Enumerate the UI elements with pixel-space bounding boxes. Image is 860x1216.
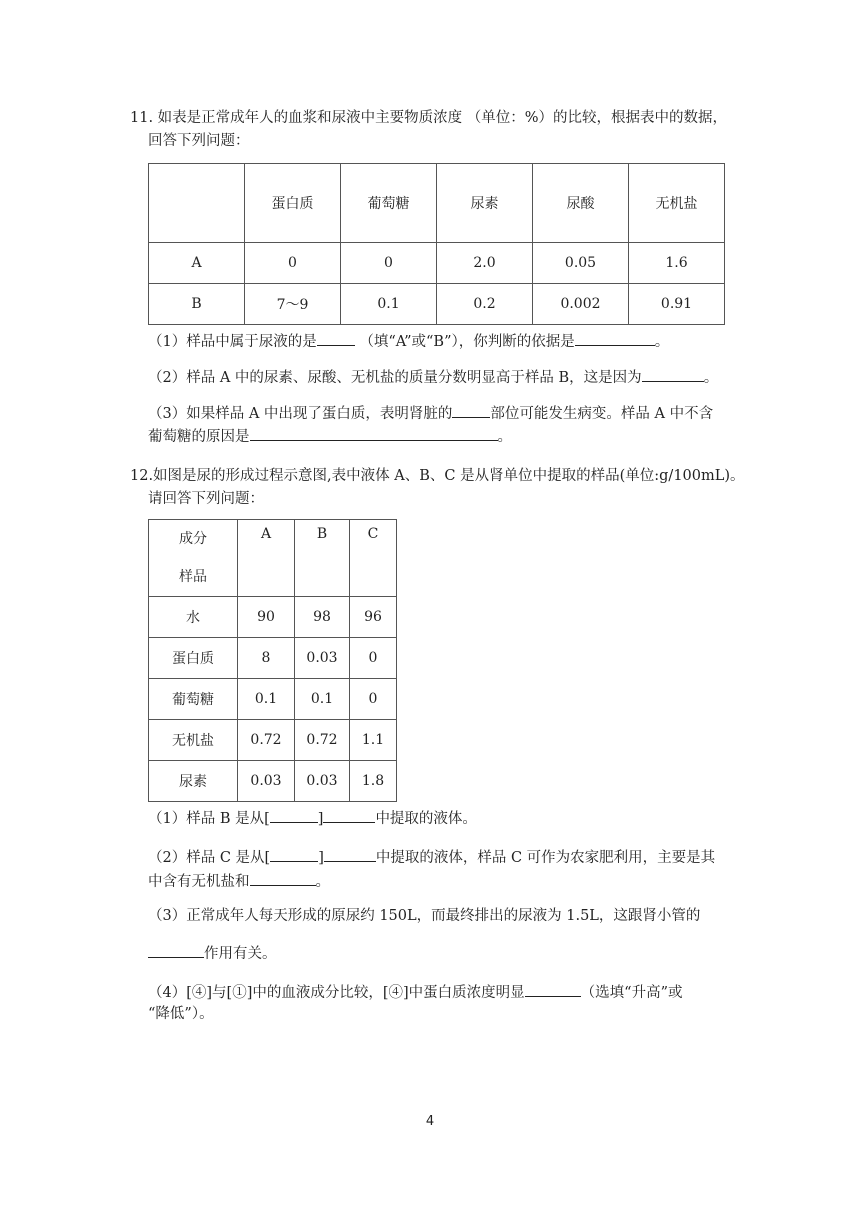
table-cell: 尿酸 — [533, 164, 629, 243]
page-number: 4 — [425, 1114, 435, 1129]
table-cell: 1.1 — [350, 720, 397, 761]
table-cell: 7～9 — [245, 284, 341, 325]
table-cell: 尿素 — [437, 164, 533, 243]
table-row — [149, 638, 397, 679]
table-cell: 1.6 — [629, 243, 725, 284]
table-cell: 0.1 — [238, 679, 295, 720]
q12-sub2-cont: 中含有无机盐和 。 — [148, 870, 330, 892]
table-cell: 0.03 — [238, 761, 295, 802]
table-cell: 90 — [238, 597, 295, 638]
q12-table — [148, 519, 397, 802]
q12-sub3-cont: 作用有关。 — [148, 942, 277, 964]
corner-label-top: 成分 — [179, 531, 207, 547]
q12-sub3: （3）正常成年人每天形成的原尿约 150L，而最终排出的尿液为 1.5L，这跟肾小管的 — [148, 908, 701, 924]
table-cell: 0.72 — [238, 720, 295, 761]
q12-sub4: （4）[④]与[①]中的血液成分比较，[④]中蛋白质浓度明显 （选填“升高”或 — [148, 981, 683, 1003]
table-cell: 0 — [245, 243, 341, 284]
table-cell: 葡萄糖 — [149, 679, 238, 720]
table-cell: 无机盐 — [149, 720, 238, 761]
table-cell: 无机盐 — [629, 164, 725, 243]
q12-sub1: （1）样品 B 是从[ ] 中提取的液体。 — [148, 807, 477, 829]
table-cell: 0.72 — [295, 720, 350, 761]
answer-blank[interactable] — [452, 402, 490, 418]
answer-blank[interactable] — [575, 330, 655, 346]
table-cell: 蛋白质 — [149, 638, 238, 679]
q11-sub2: （2）样品 A 中的尿素、尿酸、无机盐的质量分数明显高于样品 B，这是因为 。 — [148, 366, 718, 388]
table-cell: 96 — [350, 597, 397, 638]
table-cell — [149, 164, 245, 243]
q12-sub4-cont: “降低”）。 — [148, 1006, 214, 1022]
answer-blank[interactable] — [250, 870, 316, 886]
table-cell: C — [350, 520, 397, 597]
table-cell: 8 — [238, 638, 295, 679]
q11-stem-line2: 回答下列问题： — [148, 133, 250, 149]
table-cell: 0.03 — [295, 638, 350, 679]
table-row — [149, 720, 397, 761]
answer-blank[interactable] — [317, 330, 355, 346]
q11-sub1: （1）样品中属于尿液的是 （填“A”或“B”），你判断的依据是 。 — [148, 330, 669, 352]
answer-blank[interactable] — [270, 846, 318, 862]
answer-blank[interactable] — [148, 942, 204, 958]
table-cell: 0.002 — [533, 284, 629, 325]
table-cell: A — [238, 520, 295, 597]
corner-label-bottom: 样品 — [179, 569, 207, 585]
answer-blank[interactable] — [525, 981, 581, 997]
table-cell: 1.8 — [350, 761, 397, 802]
q11-sub3-cont: 葡萄糖的原因是 。 — [148, 425, 512, 447]
table-cell: 尿素 — [149, 761, 238, 802]
table-cell: 蛋白质 — [245, 164, 341, 243]
table-cell: 0 — [350, 679, 397, 720]
table-cell: 0 — [341, 243, 437, 284]
table-cell: 2.0 — [437, 243, 533, 284]
table-row — [149, 597, 397, 638]
table-cell: 0.91 — [629, 284, 725, 325]
q12-stem-line2: 请回答下列问题： — [148, 491, 264, 507]
table-cell: A — [149, 243, 245, 284]
table-row — [149, 679, 397, 720]
table-cell: 0.05 — [533, 243, 629, 284]
answer-blank[interactable] — [270, 807, 318, 823]
q11-stem-line1: 11. 如表是正常成年人的血浆和尿液中主要物质浓度 （单位：%）的比较，根据表中的数据， — [130, 110, 728, 126]
answer-blank[interactable] — [250, 425, 498, 441]
table-cell: 0.03 — [295, 761, 350, 802]
q12-sub2: （2）样品 C 是从[ ] 中提取的液体，样品 C 可作为农家肥利用，主要是其 — [148, 846, 715, 868]
table-cell: 0.1 — [341, 284, 437, 325]
table-row — [149, 284, 725, 325]
q12-stem-line1: 12.如图是尿的形成过程示意图,表中液体 A、B、C 是从肾单位中提取的样品(单位:g/100mL)。 — [130, 468, 745, 484]
table-header-row — [149, 520, 397, 597]
table-cell: 葡萄糖 — [341, 164, 437, 243]
table-row — [149, 761, 397, 802]
table-cell: 0.1 — [295, 679, 350, 720]
table-row — [149, 243, 725, 284]
table-cell: 0 — [350, 638, 397, 679]
table-cell: 水 — [149, 597, 238, 638]
q11-table — [148, 163, 725, 325]
answer-blank[interactable] — [323, 807, 375, 823]
table-header-row — [149, 164, 725, 243]
table-cell: B — [295, 520, 350, 597]
table-cell: 0.2 — [437, 284, 533, 325]
table-cell: 98 — [295, 597, 350, 638]
table-corner-cell — [149, 520, 238, 597]
answer-blank[interactable] — [324, 846, 376, 862]
answer-blank[interactable] — [642, 366, 704, 382]
q11-sub3: （3）如果样品 A 中出现了蛋白质，表明肾脏的 部位可能发生病变。样品 A 中不含 — [148, 402, 713, 424]
table-cell: B — [149, 284, 245, 325]
